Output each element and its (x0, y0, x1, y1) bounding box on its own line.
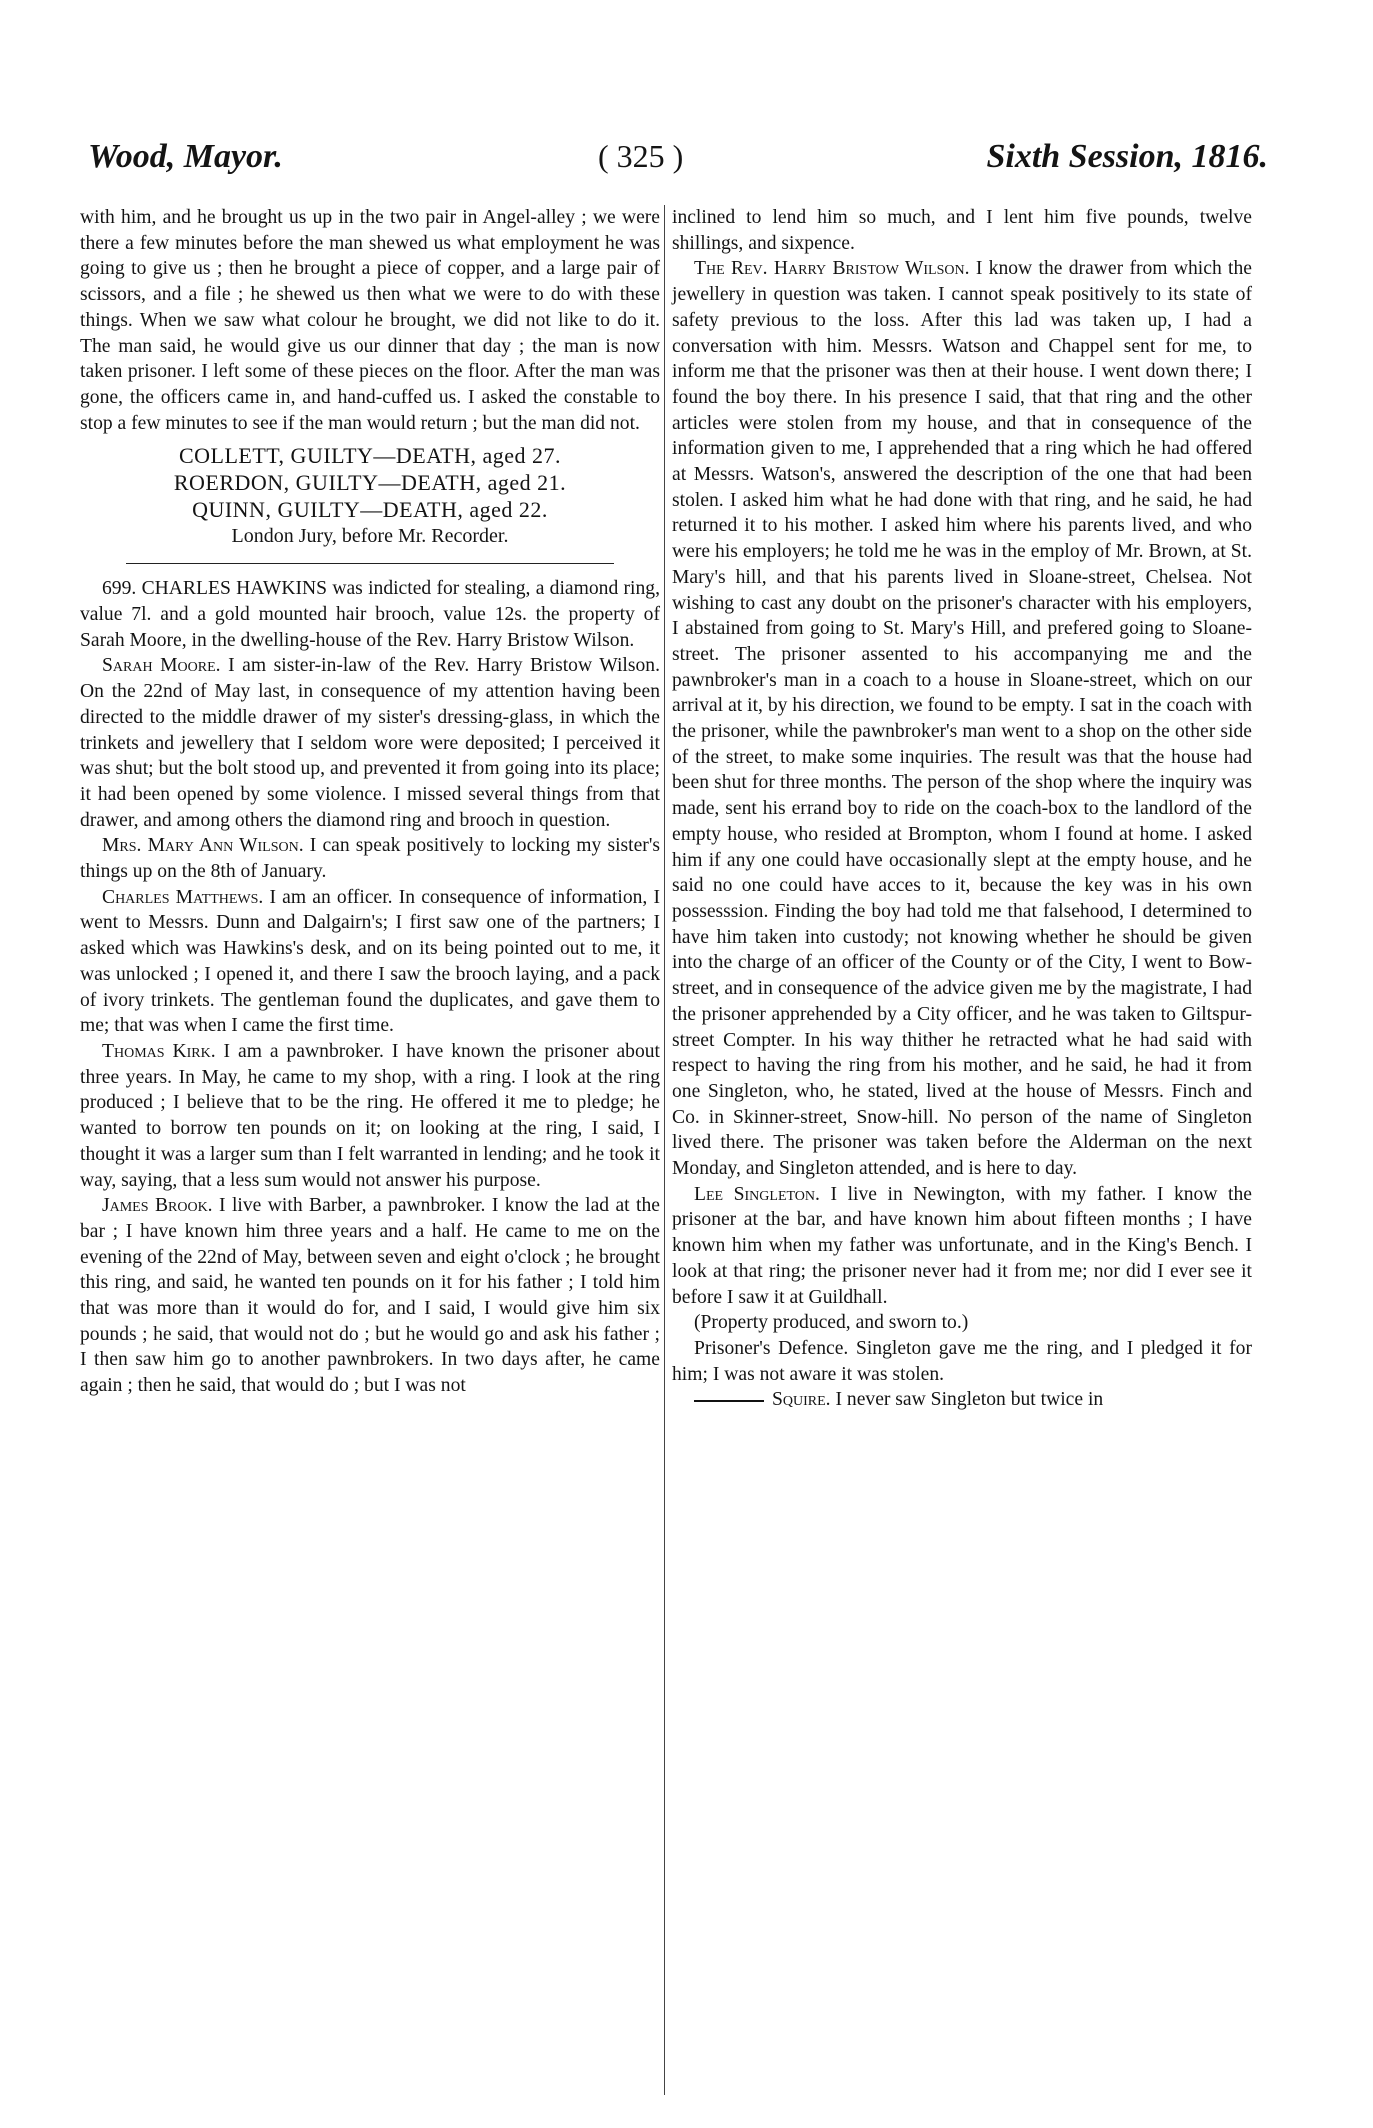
witness-name: Charles Matthews. (102, 886, 264, 908)
testimony-sarah-moore (80, 653, 660, 833)
page-number: ( 325 ) (598, 138, 684, 174)
witness-name: James Brook. (102, 1195, 213, 1217)
left-column (80, 205, 660, 1399)
witness-text: I know the drawer from which the jewellery in question was taken. I cannot speak positively to its state of safety previous to the loss. After this lad was taken up, I had a conversation with him. Messrs. Watson and Chappel sent for me, to inform me that the prisoner was then at their house. I went down there; I found the boy there. In his presence I said, that that ring and the other articles were stolen from my house, and that in consequence of the information given to me, I apprehended that a ring which he had offered at Messrs. Watson's, answered the description of the one that had been stolen. I asked him what he had done with that ring, and he said, he had returned it to his mother. I asked him where his parents lived, and who were his employers; he told me he was in the employ of Mr. Brown, at St. Mary's hill, and that his parents lived in Sloane-street, Chelsea. Not wishing to cast any doubt on the prisoner's character with his employers, I abstained from going to St. Mary's Hill, and prefered going to Sloane-street. The prisoner assented to his accompanying me and the pawnbroker's man in a coach to a house in Sloane-street, which on our arrival at it, by his direction, we found to be empty. I sat in the coach with the prisoner, while the pawnbroker's man went to a shop on the other side of the street, to make some inquiries. The result was that the house had been shut for three months. The person of the shop where the inquiry was made, sent his errand boy to ride on the coach-box to the landlord of the empty house, who resided at Brompton, whom I found at home. I asked him if any one could have occasionally slept at the empty house, and he said no one could have acces to it, because the key was in his own possesssion. Finding the boy had told me that falsehood, I determined to have him taken into custody; not knowing whether he should be given into the charge of an officer of the County or of the City, I went to Bow-street, and in consequence of the advice given me by the magistrate, I had the prisoner apprehended by a City officer, and he was taken to Giltspur-street Compter. In his way thither he retracted what he had said with respect to having the ring from his mother, and he said, he had it from one Singleton, who, he stated, lived at the house of Messrs. Finch and Co. in Skinner-street, Snow-hill. No person of the name of Singleton lived there. The prisoner was taken before the Alderman on the next Monday, and Singleton attended, and is here to day. (672, 258, 1252, 1180)
page-header (88, 138, 1268, 188)
testimony-squire (672, 1387, 1252, 1413)
property-produced-note: (Property produced, and sworn to.) (694, 1312, 969, 1334)
witness-name: Lee Singleton. (694, 1183, 820, 1205)
testimony-continuation: inclined to lend him so much, and I lent him five pounds, twelve shillings, and sixpence. (672, 207, 1252, 254)
prisoner-defence: Prisoner's Defence. Singleton gave me the ring, and I pledged it for him; I was not aware it was stolen. (672, 1337, 1252, 1385)
witness-name: Thomas Kirk. (102, 1040, 216, 1062)
witness-text: I am an officer. In consequence of information, I went to Messrs. Dunn and Dalgairn's; I first saw one of the partners; I asked which was Hawkins's desk, and on its being pointed out to me, it was unlocked ; I opened it, and there I saw the brooch laying, and a pack of ivory trinkets. The gentleman found the duplicates, and gave them to me; that was when I came the first time. (80, 886, 660, 1037)
witness-name: Sarah Moore. (102, 655, 221, 677)
running-head-left: Wood, Mayor. (88, 138, 283, 175)
testimony-charles-matthews (80, 885, 660, 1039)
running-head-right: Sixth Session, 1816. (986, 138, 1268, 175)
dash-rule (694, 1400, 764, 1402)
case-separator (126, 563, 613, 564)
testimony-harry-bristow-wilson (672, 256, 1252, 1181)
right-column (672, 205, 1252, 1413)
witness-name: The Rev. Harry Bristow Wilson. (694, 258, 970, 280)
witness-text: I am sister-in-law of the Rev. Harry Bristow Wilson. On the 22nd of May last, in consequence of my attention having been directed to the middle drawer of my sister's dressing-glass, in which the trinkets and jewellery that I seldom wore were deposited; I perceived it was shut; but the bolt stood up, and prevented it from going into its place; it had been opened by some violence. I missed several things from that drawer, and among others the diamond ring and brooch in question. (80, 655, 660, 831)
witness-name: Mrs. Mary Ann Wilson. (102, 835, 304, 857)
testimony-james-brook (80, 1193, 660, 1399)
verdict-block (80, 442, 660, 523)
jury-line: London Jury, before Mr. Recorder. (231, 525, 509, 548)
witness-text: I live in Newington, with my father. I know the prisoner at the bar, and have known him about fifteen months ; I have known him when my father was unfortunate, and in the King's Bench. I look at that ring; the prisoner never had it from me; nor did I ever see it before I saw it at Guildhall. (672, 1183, 1252, 1308)
testimony-lee-singleton (672, 1182, 1252, 1311)
verdict-quinn: QUINN, GUILTY—DEATH, aged 22. (192, 497, 548, 523)
witness-name: Squire. (772, 1389, 831, 1411)
witness-text: I am a pawnbroker. I have known the prisoner about three years. In May, he came to my shop, with a ring. I look at the ring produced ; I believe that to be the ring. He offered it me to pledge; he wanted to borrow ten pounds on it; on looking at the ring, I said, I thought it was a larger sum than I felt warranted in lending; and he took it way, saying, that a less sum would not answer his purpose. (80, 1040, 660, 1191)
testimony-continuation: with him, and he brought us up in the two pair in Angel-alley ; we were there a few minutes before the man shewed us what employment he was going to give us ; then he brought a piece of copper, and a large pair of scissors, and a file ; he shewed us then what we were to do with these things. When we saw what colour he brought, we did not like to do it. The man said, he would give us our dinner that day ; the man is now taken prisoner. I left some of these pieces on the floor. After the man was gone, the officers came in, and hand-cuffed us. I asked the constable to stop a few minutes to see if the man would return ; but the man did not. (80, 207, 660, 434)
verdict-collett: COLLETT, GUILTY—DEATH, aged 27. (178, 443, 562, 469)
witness-text: I never saw Singleton but twice in (830, 1389, 1104, 1411)
witness-text: I live with Barber, a pawnbroker. I know the lad at the bar ; I have known him three years and a half. He came to me on the evening of the 22nd of May, between seven and eight o'clock ; he brought this ring, and said, he wanted ten pounds on it for his father ; I told him that was more than it would do for, and I said, I would give him six pounds ; he said, that would not do ; but he would go and ask his father ; I then saw him go to another pawnbrokers. In two days after, he came again ; then he said, that would do ; but I was not (80, 1195, 660, 1397)
witness-text: I can speak positively to locking my sister's things up on the 8th of January. (80, 835, 660, 883)
column-divider (664, 205, 665, 2095)
testimony-mary-ann-wilson (80, 833, 660, 884)
testimony-thomas-kirk (80, 1039, 660, 1193)
verdict-roerdon: ROERDON, GUILTY—DEATH, aged 21. (173, 470, 567, 496)
case-indictment: 699. CHARLES HAWKINS was indicted for stealing, a diamond ring, value 7l. and a gold mounted hair brooch, value 12s. the property of Sarah Moore, in the dwelling-house of the Rev. Harry Bristow Wilson. (80, 578, 660, 651)
